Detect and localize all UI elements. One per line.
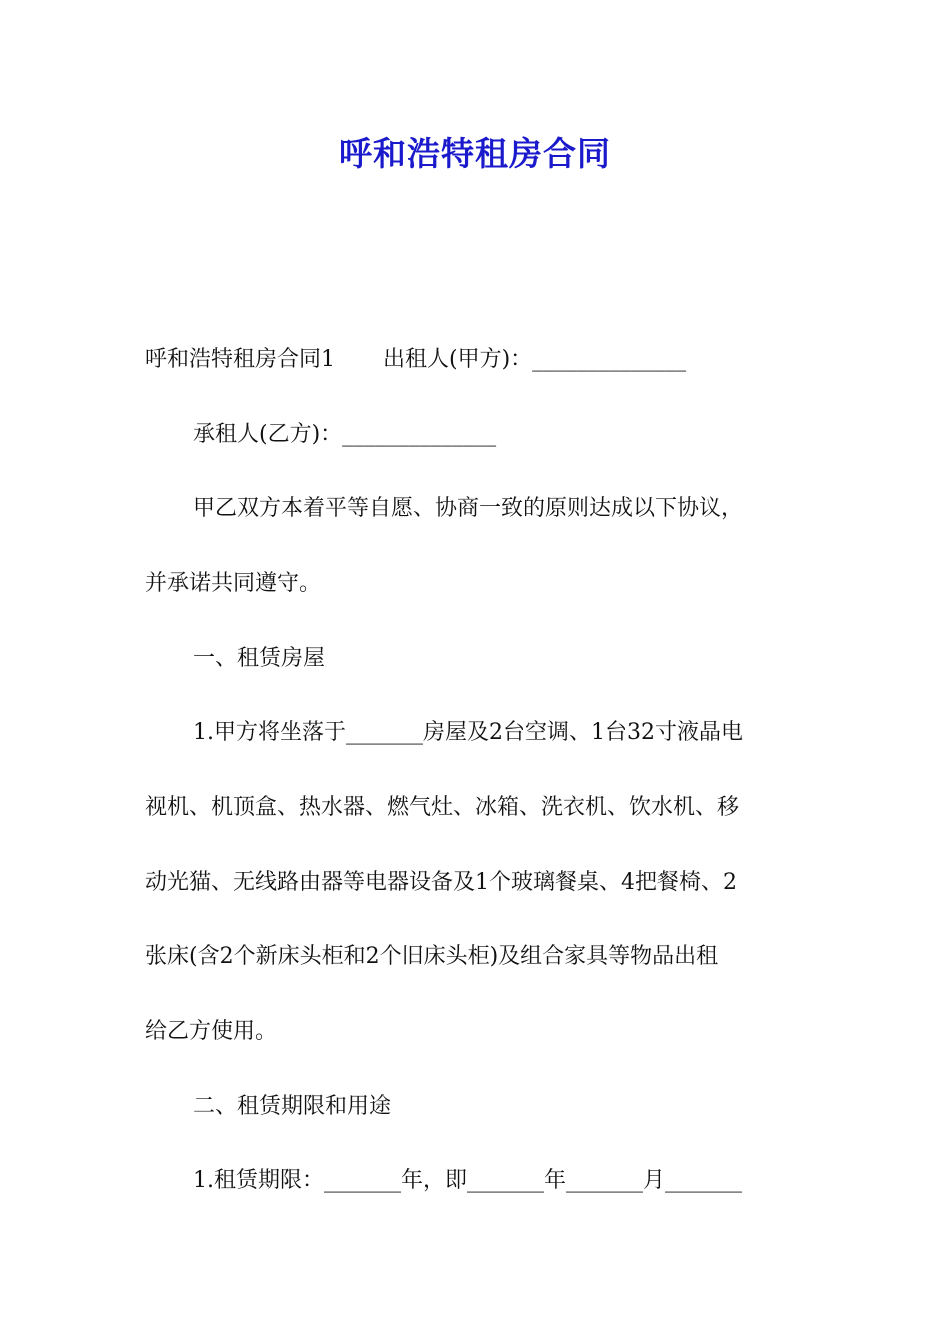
clause-2-line-1: 1.租赁期限：_______年，即_______年_______月_______	[193, 1168, 742, 1193]
contract-heading-line	[145, 345, 810, 375]
lessee-label: 承租人(乙方)：______________	[193, 422, 497, 447]
section-heading-2: 二、租赁期限和用途	[193, 1094, 392, 1119]
clause-1-line-3: 动光猫、无线路由器等电器设备及1个玻璃餐桌、4把餐椅、2	[145, 870, 737, 895]
clause-1-line-1: 1.甲方将坐落于_______房屋及2台空调、1台32寸液晶电	[193, 720, 743, 745]
paragraph-intro-line-2: 并承诺共同遵守。	[145, 571, 322, 596]
clause-1-line-4: 张床(含2个新床头柜和2个旧床头柜)及组合家具等物品出租	[145, 944, 719, 969]
clause-1-line-5: 给乙方使用。	[145, 1019, 278, 1044]
clause-1-line-2: 视机、机顶盒、热水器、燃气灶、冰箱、洗衣机、饮水机、移	[145, 795, 740, 820]
lessor-label: 出租人(甲方)：______________	[383, 347, 687, 372]
section-heading-1: 一、租赁房屋	[193, 646, 326, 671]
contract-number-label: 呼和浩特租房合同1	[145, 347, 335, 372]
paragraph-intro-line-1: 甲乙双方本着平等自愿、协商一致的原则达成以下协议，	[193, 496, 744, 521]
document-title: 呼和浩特租房合同	[339, 134, 611, 173]
